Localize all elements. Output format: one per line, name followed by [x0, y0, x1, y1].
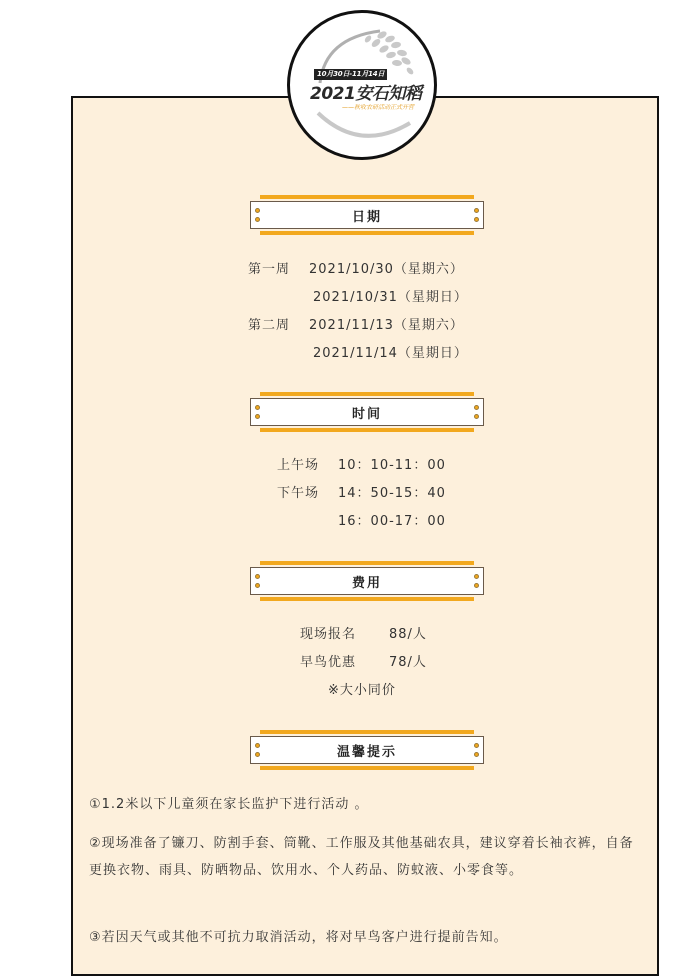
date-row-value: 2021/11/13（星期六） [309, 318, 464, 333]
time-row-label: 上午场 [277, 458, 320, 473]
logo-date-range: 10月30日-11月14日 [314, 69, 387, 80]
event-logo [287, 10, 437, 160]
fee-row-label: 现场报名 [300, 627, 357, 642]
section-title-time: 时间 [250, 398, 484, 426]
time-row-label: 下午场 [277, 486, 320, 501]
date-row-value: 2021/10/31（星期日） [313, 290, 468, 305]
section-title-tips: 温馨提示 [250, 736, 484, 764]
time-row-value: 10：10-11：00 [338, 458, 446, 473]
fee-row-value: 88/人 [389, 627, 427, 642]
section-title-fee: 费用 [250, 567, 484, 595]
section-header-time [250, 392, 484, 432]
section-header-date [250, 195, 484, 235]
time-row-value: 16：00-17：00 [338, 514, 446, 529]
date-row-label: 第一周 [248, 262, 291, 277]
fee-row-label: 早鸟优惠 [300, 655, 357, 670]
logo-tagline: ——秋收农研活动正式开营 [342, 104, 415, 111]
section-title-date: 日期 [250, 201, 484, 229]
date-row-value: 2021/10/30（星期六） [309, 262, 464, 277]
tip-item: ②现场准备了镰刀、防割手套、筒靴、工作服及其他基础农具，建议穿着长袖衣裤，自备更换衣物、雨具、防晒物品、饮用水、个人药品、防蚊液、小零食等。 [89, 836, 634, 878]
tip-item: ③若因天气或其他不可抗力取消活动，将对早鸟客户进行提前告知。 [89, 930, 508, 945]
section-header-tips [250, 730, 484, 770]
date-row-value: 2021/11/14（星期日） [313, 346, 468, 361]
logo-brand: 2021安石知稻 [310, 84, 422, 104]
time-row-value: 14：50-15：40 [338, 486, 446, 501]
fee-row-value: 78/人 [389, 655, 427, 670]
date-row-label: 第二周 [248, 318, 291, 333]
fee-note: ※大小同价 [328, 683, 396, 698]
section-header-fee [250, 561, 484, 601]
tip-item: ①1.2米以下儿童须在家长监护下进行活动 。 [89, 797, 369, 812]
